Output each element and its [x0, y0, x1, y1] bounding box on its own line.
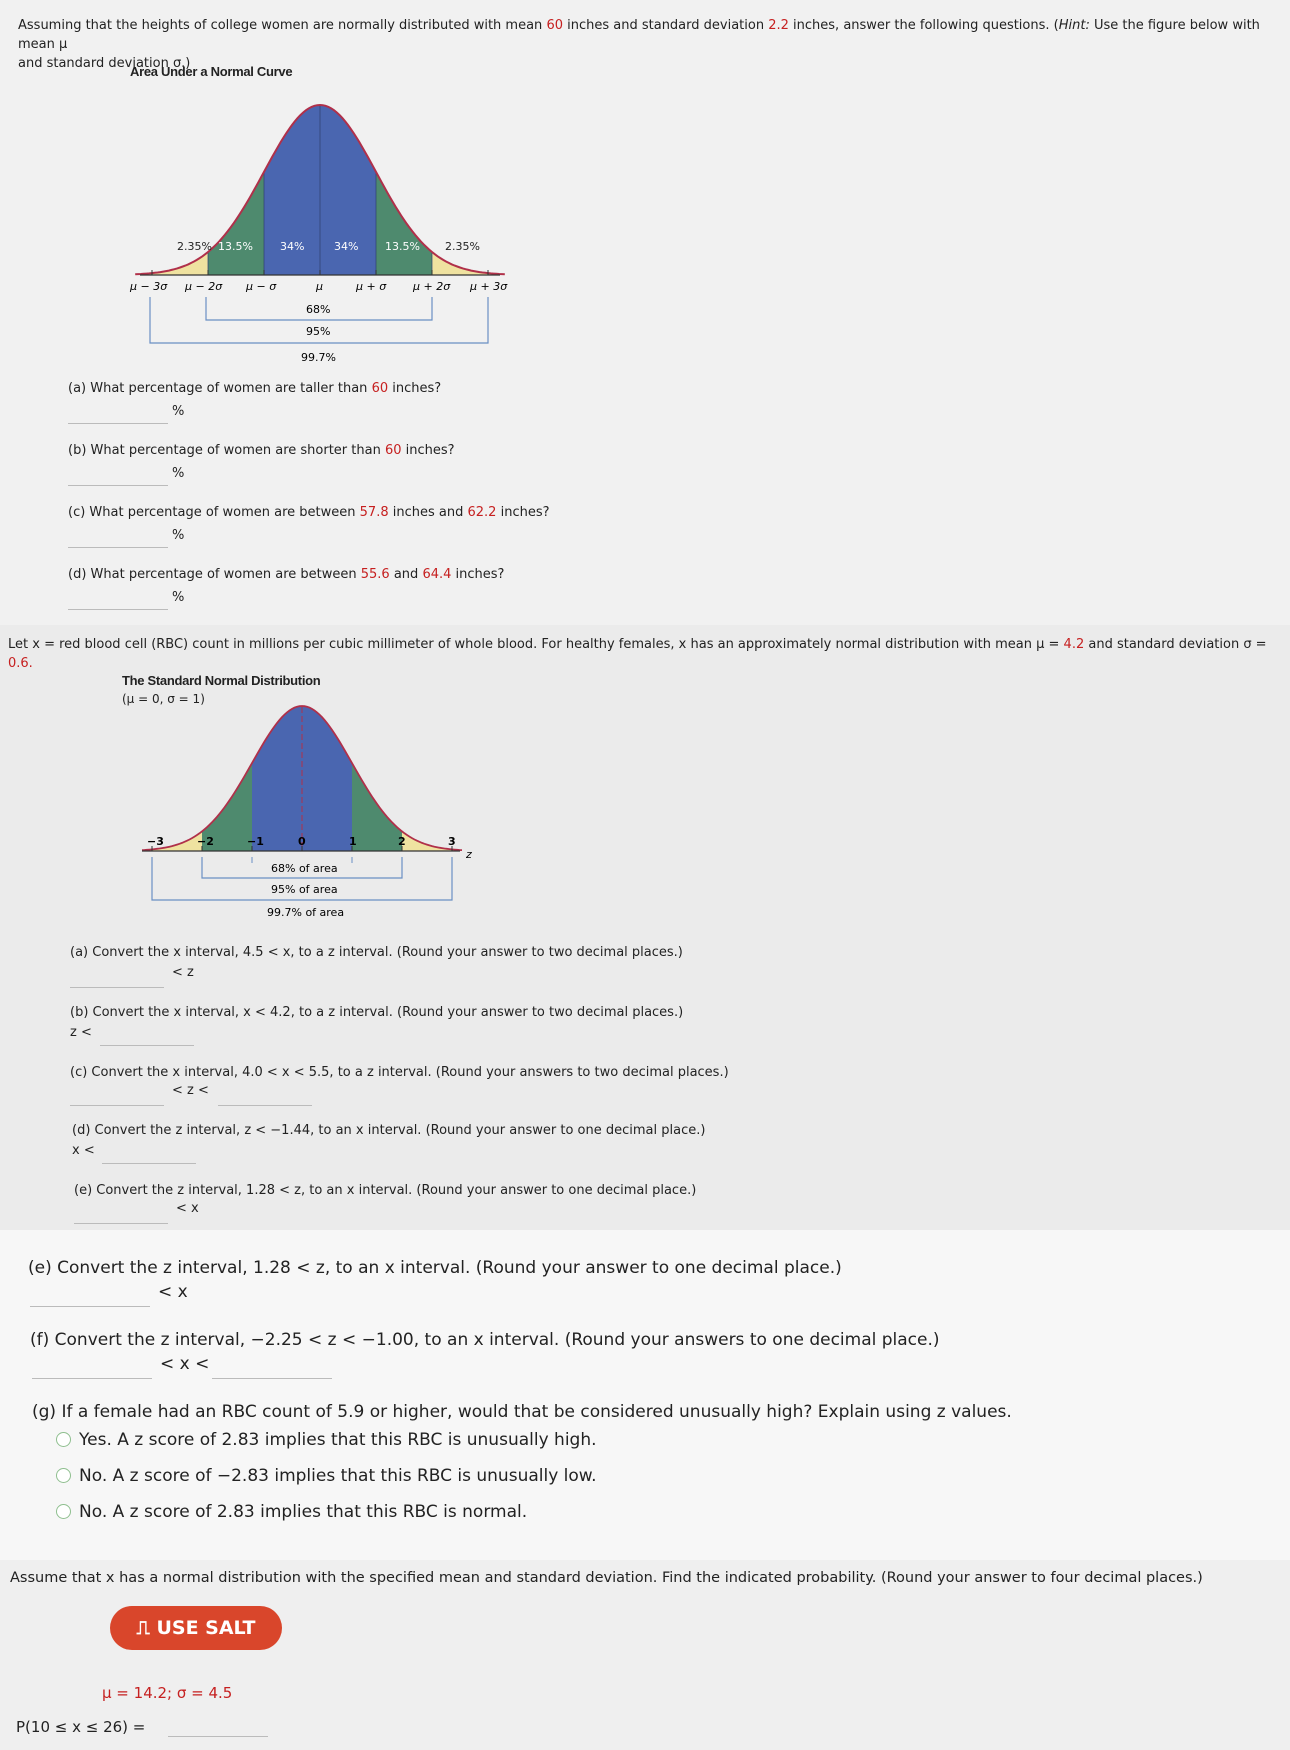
- answer-label: < x: [158, 1282, 188, 1302]
- answer-input-d[interactable]: [102, 1145, 196, 1164]
- tick-label: μ + σ: [356, 280, 387, 293]
- answer-input-c-high[interactable]: [218, 1087, 312, 1106]
- intro-text: inches, answer the following questions. (: [793, 18, 1059, 33]
- tick-label: −3: [147, 835, 164, 848]
- answer-label: < z: [172, 965, 194, 980]
- pct-label: 2.35%: [177, 240, 212, 253]
- use-salt-button[interactable]: ⎍ USE SALT: [110, 1606, 282, 1650]
- radio-button[interactable]: [56, 1468, 71, 1483]
- answer-input-c-low[interactable]: [70, 1087, 164, 1106]
- answer-input-a[interactable]: [68, 405, 168, 424]
- question-d: (d) What percentage of women are between 55.6 and 64.4 inches?: [68, 567, 505, 582]
- tick-label: −2: [197, 835, 214, 848]
- percent-unit: %: [172, 590, 185, 605]
- tick-label: −1: [247, 835, 264, 848]
- option-yes-high[interactable]: Yes. A z score of 2.83 implies that this RBC is unusually high.: [56, 1430, 597, 1450]
- pct-label: 34%: [280, 240, 305, 253]
- problem4-intro: Assume that x has a normal distribution with the specified mean and standard deviation. Find the indicated probability. (Round your answer to four decimal places.): [10, 1570, 1203, 1586]
- question-d: (d) Convert the z interval, z < −1.44, to an x interval. (Round your answer to one decimal place.): [72, 1123, 706, 1138]
- answer-input-e[interactable]: [30, 1288, 150, 1307]
- answer-input-a[interactable]: [70, 969, 164, 988]
- intro-text: and standard deviation σ.): [18, 56, 191, 71]
- tick-label: μ: [316, 280, 323, 293]
- bracket-label: 68%: [306, 303, 331, 316]
- tick-label: μ − 2σ: [185, 280, 223, 293]
- tail-region-left: [135, 252, 208, 275]
- mean-value: 60: [546, 18, 563, 33]
- intro-text: Assuming that the heights of college women are normally distributed with mean: [18, 18, 543, 33]
- answer-label: < x: [176, 1201, 199, 1216]
- answer-input-c[interactable]: [68, 529, 168, 548]
- hint-label: Hint:: [1058, 18, 1090, 33]
- radio-button[interactable]: [56, 1432, 71, 1447]
- percent-unit: %: [172, 466, 185, 481]
- bracket-label: 95%: [306, 325, 331, 338]
- pct-label: 13.5%: [218, 240, 253, 253]
- answer-label: < x <: [160, 1354, 210, 1374]
- answer-input-f-low[interactable]: [32, 1360, 152, 1379]
- distribution-params: μ = 14.2; σ = 4.5: [102, 1684, 233, 1702]
- option-no-low[interactable]: No. A z score of −2.83 implies that this RBC is unusually low.: [56, 1466, 597, 1486]
- question-a: (a) Convert the x interval, 4.5 < x, to a z interval. (Round your answer to two decimal places.): [70, 945, 683, 960]
- tick-label: 0: [298, 835, 306, 848]
- answer-input-b[interactable]: [100, 1027, 194, 1046]
- tick-label: μ − 3σ: [130, 280, 168, 293]
- answer-input-b[interactable]: [68, 467, 168, 486]
- percent-unit: %: [172, 404, 185, 419]
- bracket-label: 68% of area: [271, 862, 338, 875]
- question-g: (g) If a female had an RBC count of 5.9 or higher, would that be considered unusually high? Explain using z values.: [32, 1402, 1012, 1422]
- question-e: (e) Convert the z interval, 1.28 < z, to an x interval. (Round your answer to one decimal place.): [74, 1183, 697, 1198]
- problem1-section: [0, 0, 1290, 625]
- question-c: (c) Convert the x interval, 4.0 < x < 5.5, to a z interval. (Round your answers to two decimal places.): [70, 1065, 729, 1080]
- tick-label: 1: [349, 835, 357, 848]
- tick-label: μ − σ: [246, 280, 277, 293]
- probability-answer-input[interactable]: [168, 1718, 268, 1737]
- pct-label: 13.5%: [385, 240, 420, 253]
- answer-input-f-high[interactable]: [212, 1360, 332, 1379]
- question-c: (c) What percentage of women are between 57.8 inches and 62.2 inches?: [68, 505, 550, 520]
- tick-label: 2: [398, 835, 406, 848]
- option-no-normal[interactable]: No. A z score of 2.83 implies that this RBC is normal.: [56, 1502, 527, 1522]
- question-f: (f) Convert the z interval, −2.25 < z < −1.00, to an x interval. (Round your answers to one decimal place.): [30, 1330, 940, 1350]
- tick-label: 3: [448, 835, 456, 848]
- percent-unit: %: [172, 528, 185, 543]
- question-b: (b) What percentage of women are shorter than 60 inches?: [68, 443, 455, 458]
- standard-normal-figure: [130, 695, 490, 935]
- tail-region-right: [432, 252, 505, 275]
- figure1-title: Area Under a Normal Curve: [130, 64, 293, 79]
- tick-label: μ + 3σ: [470, 280, 508, 293]
- answer-label: < z <: [172, 1083, 209, 1098]
- answer-label: z <: [70, 1025, 92, 1040]
- salt-icon: ⎍: [136, 1617, 150, 1639]
- normal-curve-figure: [120, 85, 520, 370]
- axis-label: z: [466, 848, 472, 861]
- figure2-title: The Standard Normal Distribution: [122, 673, 321, 688]
- intro-text: Use the figure below with mean μ: [18, 18, 1260, 52]
- problem2-section: [0, 625, 1290, 1230]
- pct-label: 2.35%: [445, 240, 480, 253]
- figure2-subtitle: (μ = 0, σ = 1): [122, 692, 205, 706]
- bracket-label: 99.7% of area: [267, 906, 345, 919]
- radio-button[interactable]: [56, 1504, 71, 1519]
- bracket-label: 99.7%: [301, 351, 336, 364]
- mean-value: 4.2: [1063, 637, 1085, 652]
- answer-input-e[interactable]: [74, 1205, 168, 1224]
- intro-text: inches and standard deviation: [567, 18, 765, 33]
- bracket-label: 95% of area: [271, 883, 338, 896]
- question-a: (a) What percentage of women are taller than 60 inches?: [68, 381, 442, 396]
- answer-label: x <: [72, 1143, 95, 1158]
- problem2-intro: Let x = red blood cell (RBC) count in millions per cubic millimeter of whole blood. For healthy females, x has an approximately normal distribution with mean μ = 4.2 and standard deviation σ = 0.6.: [8, 637, 1267, 671]
- problem3-section: [0, 1230, 1290, 1560]
- pct-label: 34%: [334, 240, 359, 253]
- tick-label: μ + 2σ: [413, 280, 451, 293]
- answer-input-d[interactable]: [68, 591, 168, 610]
- question-b: (b) Convert the x interval, x < 4.2, to a z interval. (Round your answer to two decimal places.): [70, 1005, 684, 1020]
- sd-value: 0.6.: [8, 656, 33, 671]
- sd-value: 2.2: [768, 18, 789, 33]
- probability-label: P(10 ≤ x ≤ 26) =: [16, 1718, 146, 1736]
- question-e: (e) Convert the z interval, 1.28 < z, to an x interval. (Round your answer to one decimal place.): [28, 1258, 842, 1278]
